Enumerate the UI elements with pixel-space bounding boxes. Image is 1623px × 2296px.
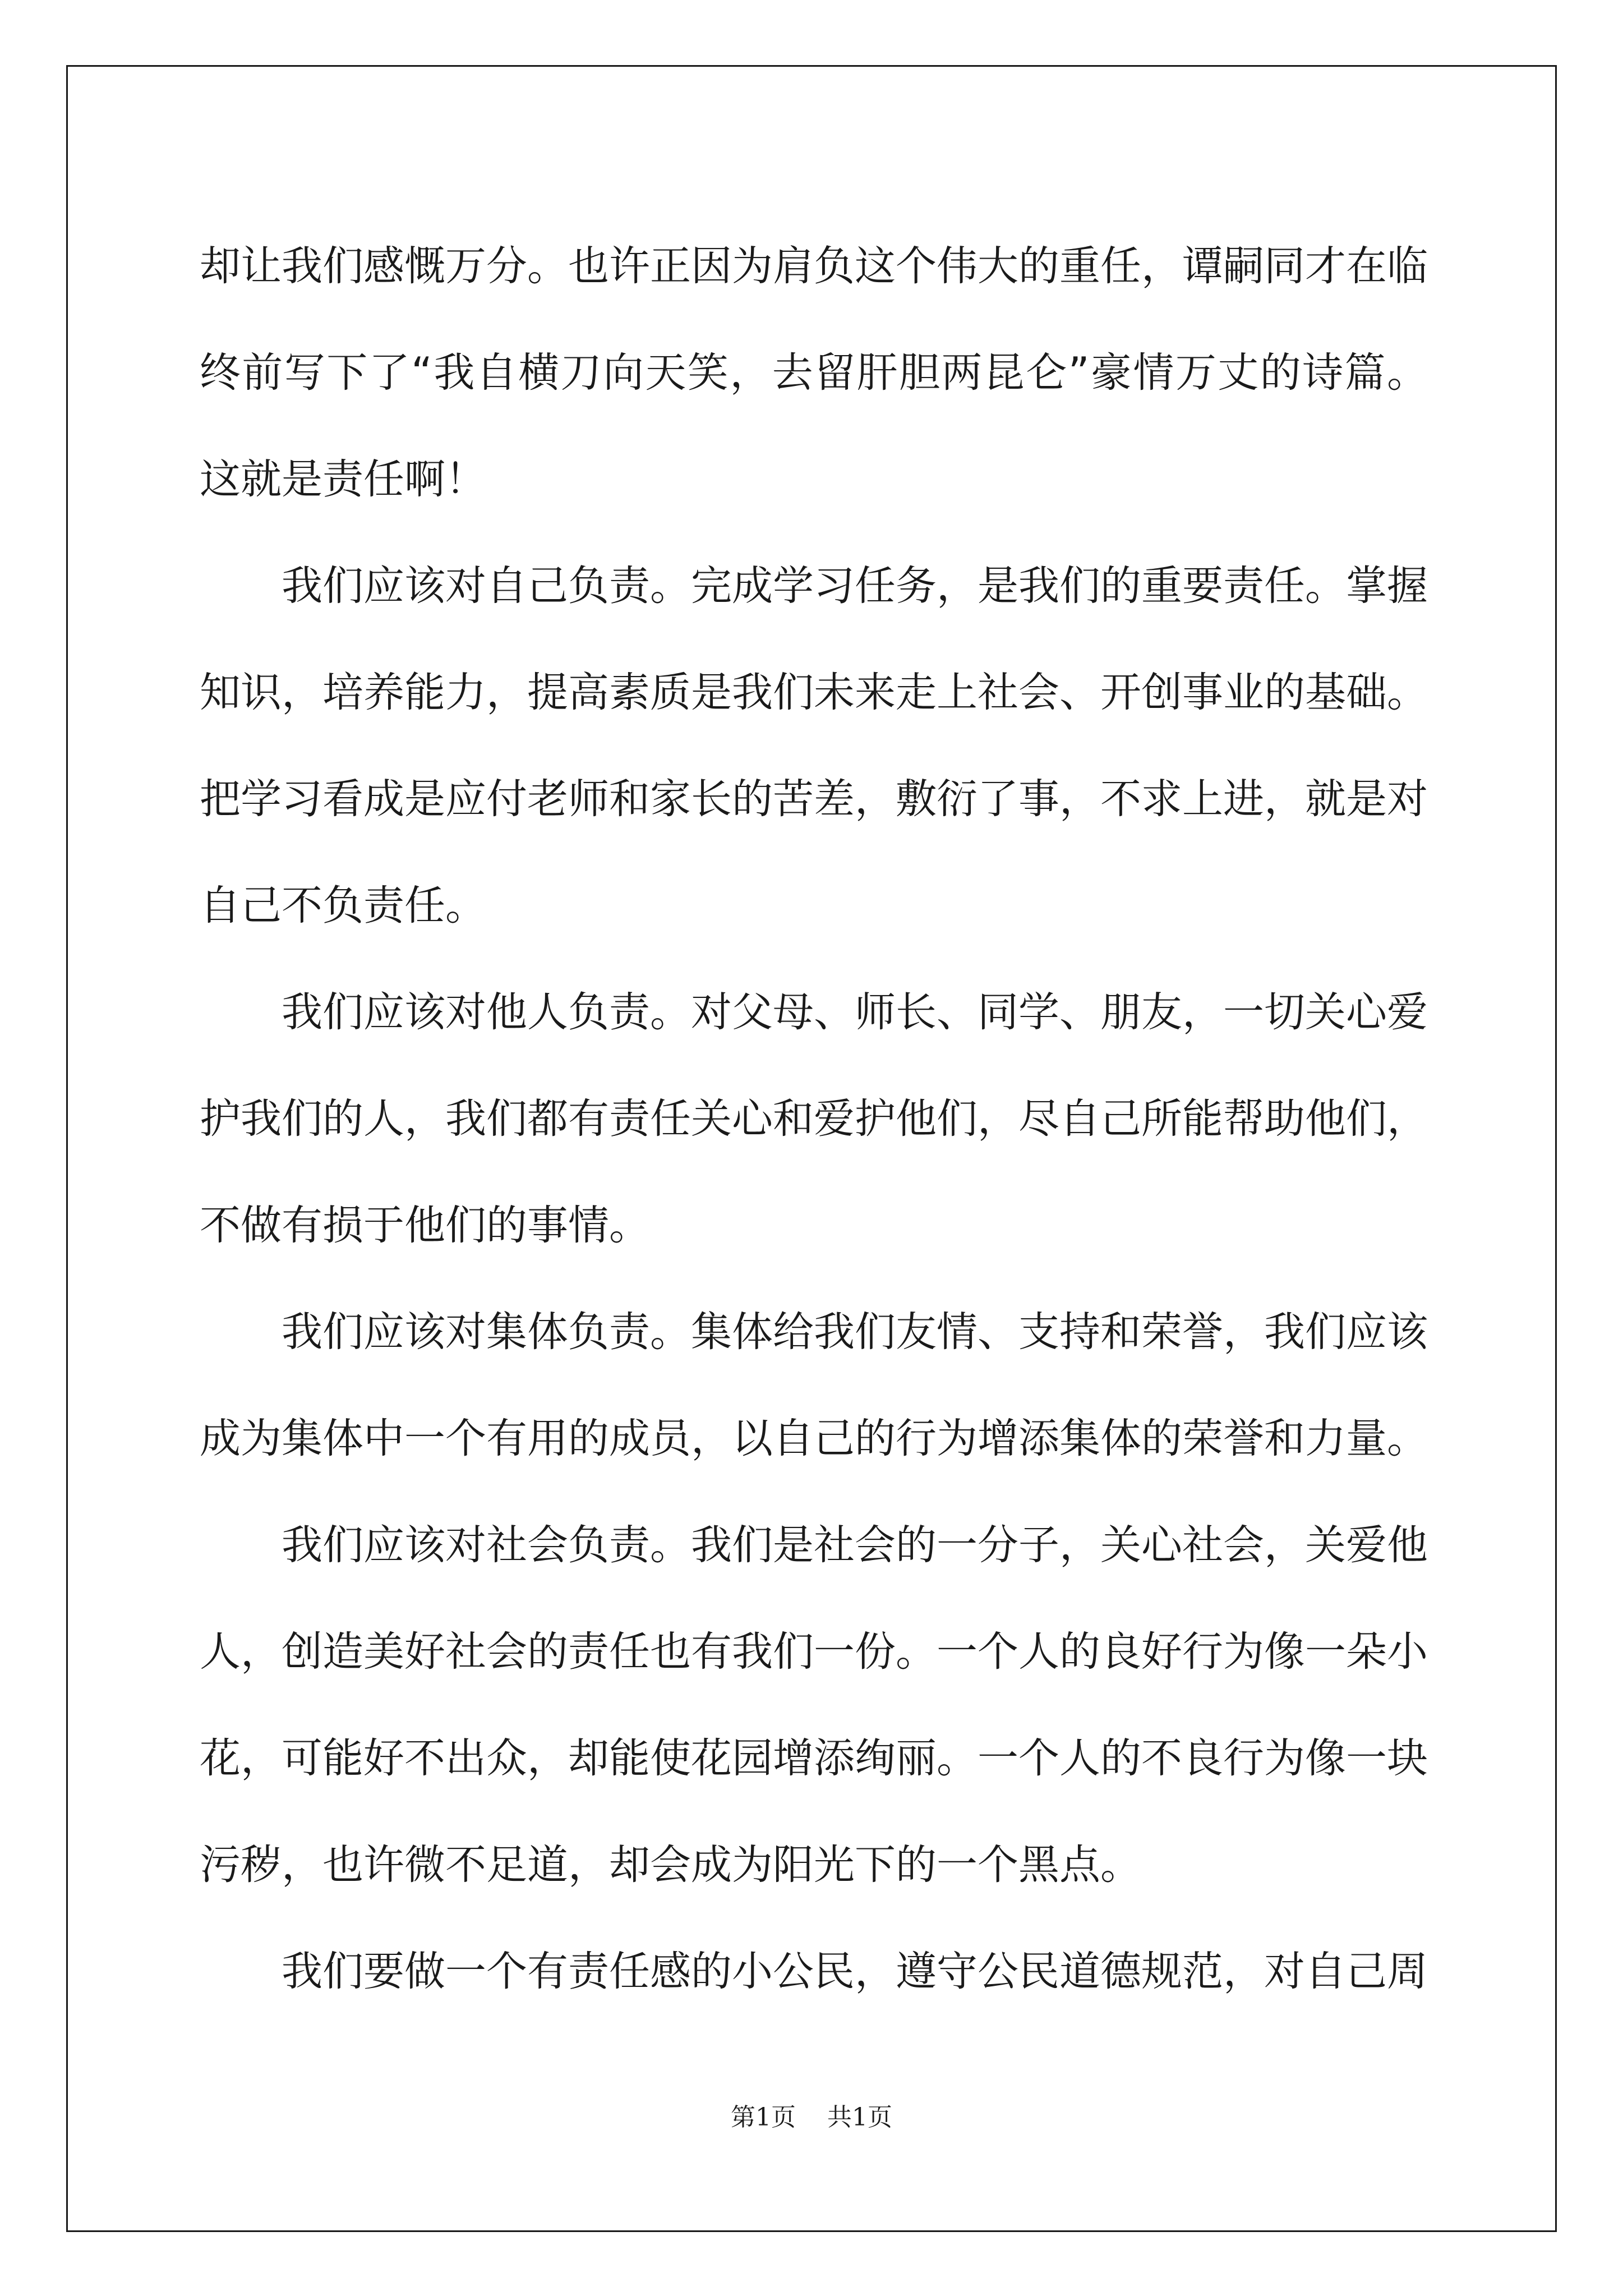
paragraph-6: 我们要做一个有责任感的小公民，遵守公民道德规范，对自己周 xyxy=(282,1948,1428,1995)
paragraph-2: 我们应该对自己负责。完成学习任务，是我们的重要责任。掌握知识，培养能力，提高素质是我们未来走上社会、开创事业的基础。把学习看成是应付老师和家长的苦差，敷衍了事，不求上进，就是对自己不负责任。 xyxy=(200,562,1428,930)
page-number: 第1页 xyxy=(731,2103,796,2132)
page-total: 共1页 xyxy=(827,2103,892,2132)
paragraph-4: 我们应该对集体负责。集体给我们友情、支持和荣誉，我们应该成为集体中一个有用的成员，以自己的行为增添集体的荣誉和力量。 xyxy=(200,1308,1428,1462)
page-footer xyxy=(0,2101,1623,2134)
document-body xyxy=(200,213,1428,2025)
paragraph-1: 却让我们感慨万分。也许正因为肩负这个伟大的重任，谭嗣同才在临终前写下了“我自横刀向天笑，去留肝胆两昆仑”豪情万丈的诗篇。这就是责任啊！ xyxy=(200,242,1428,503)
paragraph-5: 我们应该对社会负责。我们是社会的一分子，关心社会，关爱他人，创造美好社会的责任也有我们一份。一个人的良好行为像一朵小花，可能好不出众，却能使花园增添绚丽。一个人的不良行为像一块污秽，也许微不足道，却会成为阳光下的一个黑点。 xyxy=(200,1521,1428,1889)
paragraph-3: 我们应该对他人负责。对父母、师长、同学、朋友，一切关心爱护我们的人，我们都有责任关心和爱护他们，尽自己所能帮助他们，不做有损于他们的事情。 xyxy=(200,988,1428,1249)
